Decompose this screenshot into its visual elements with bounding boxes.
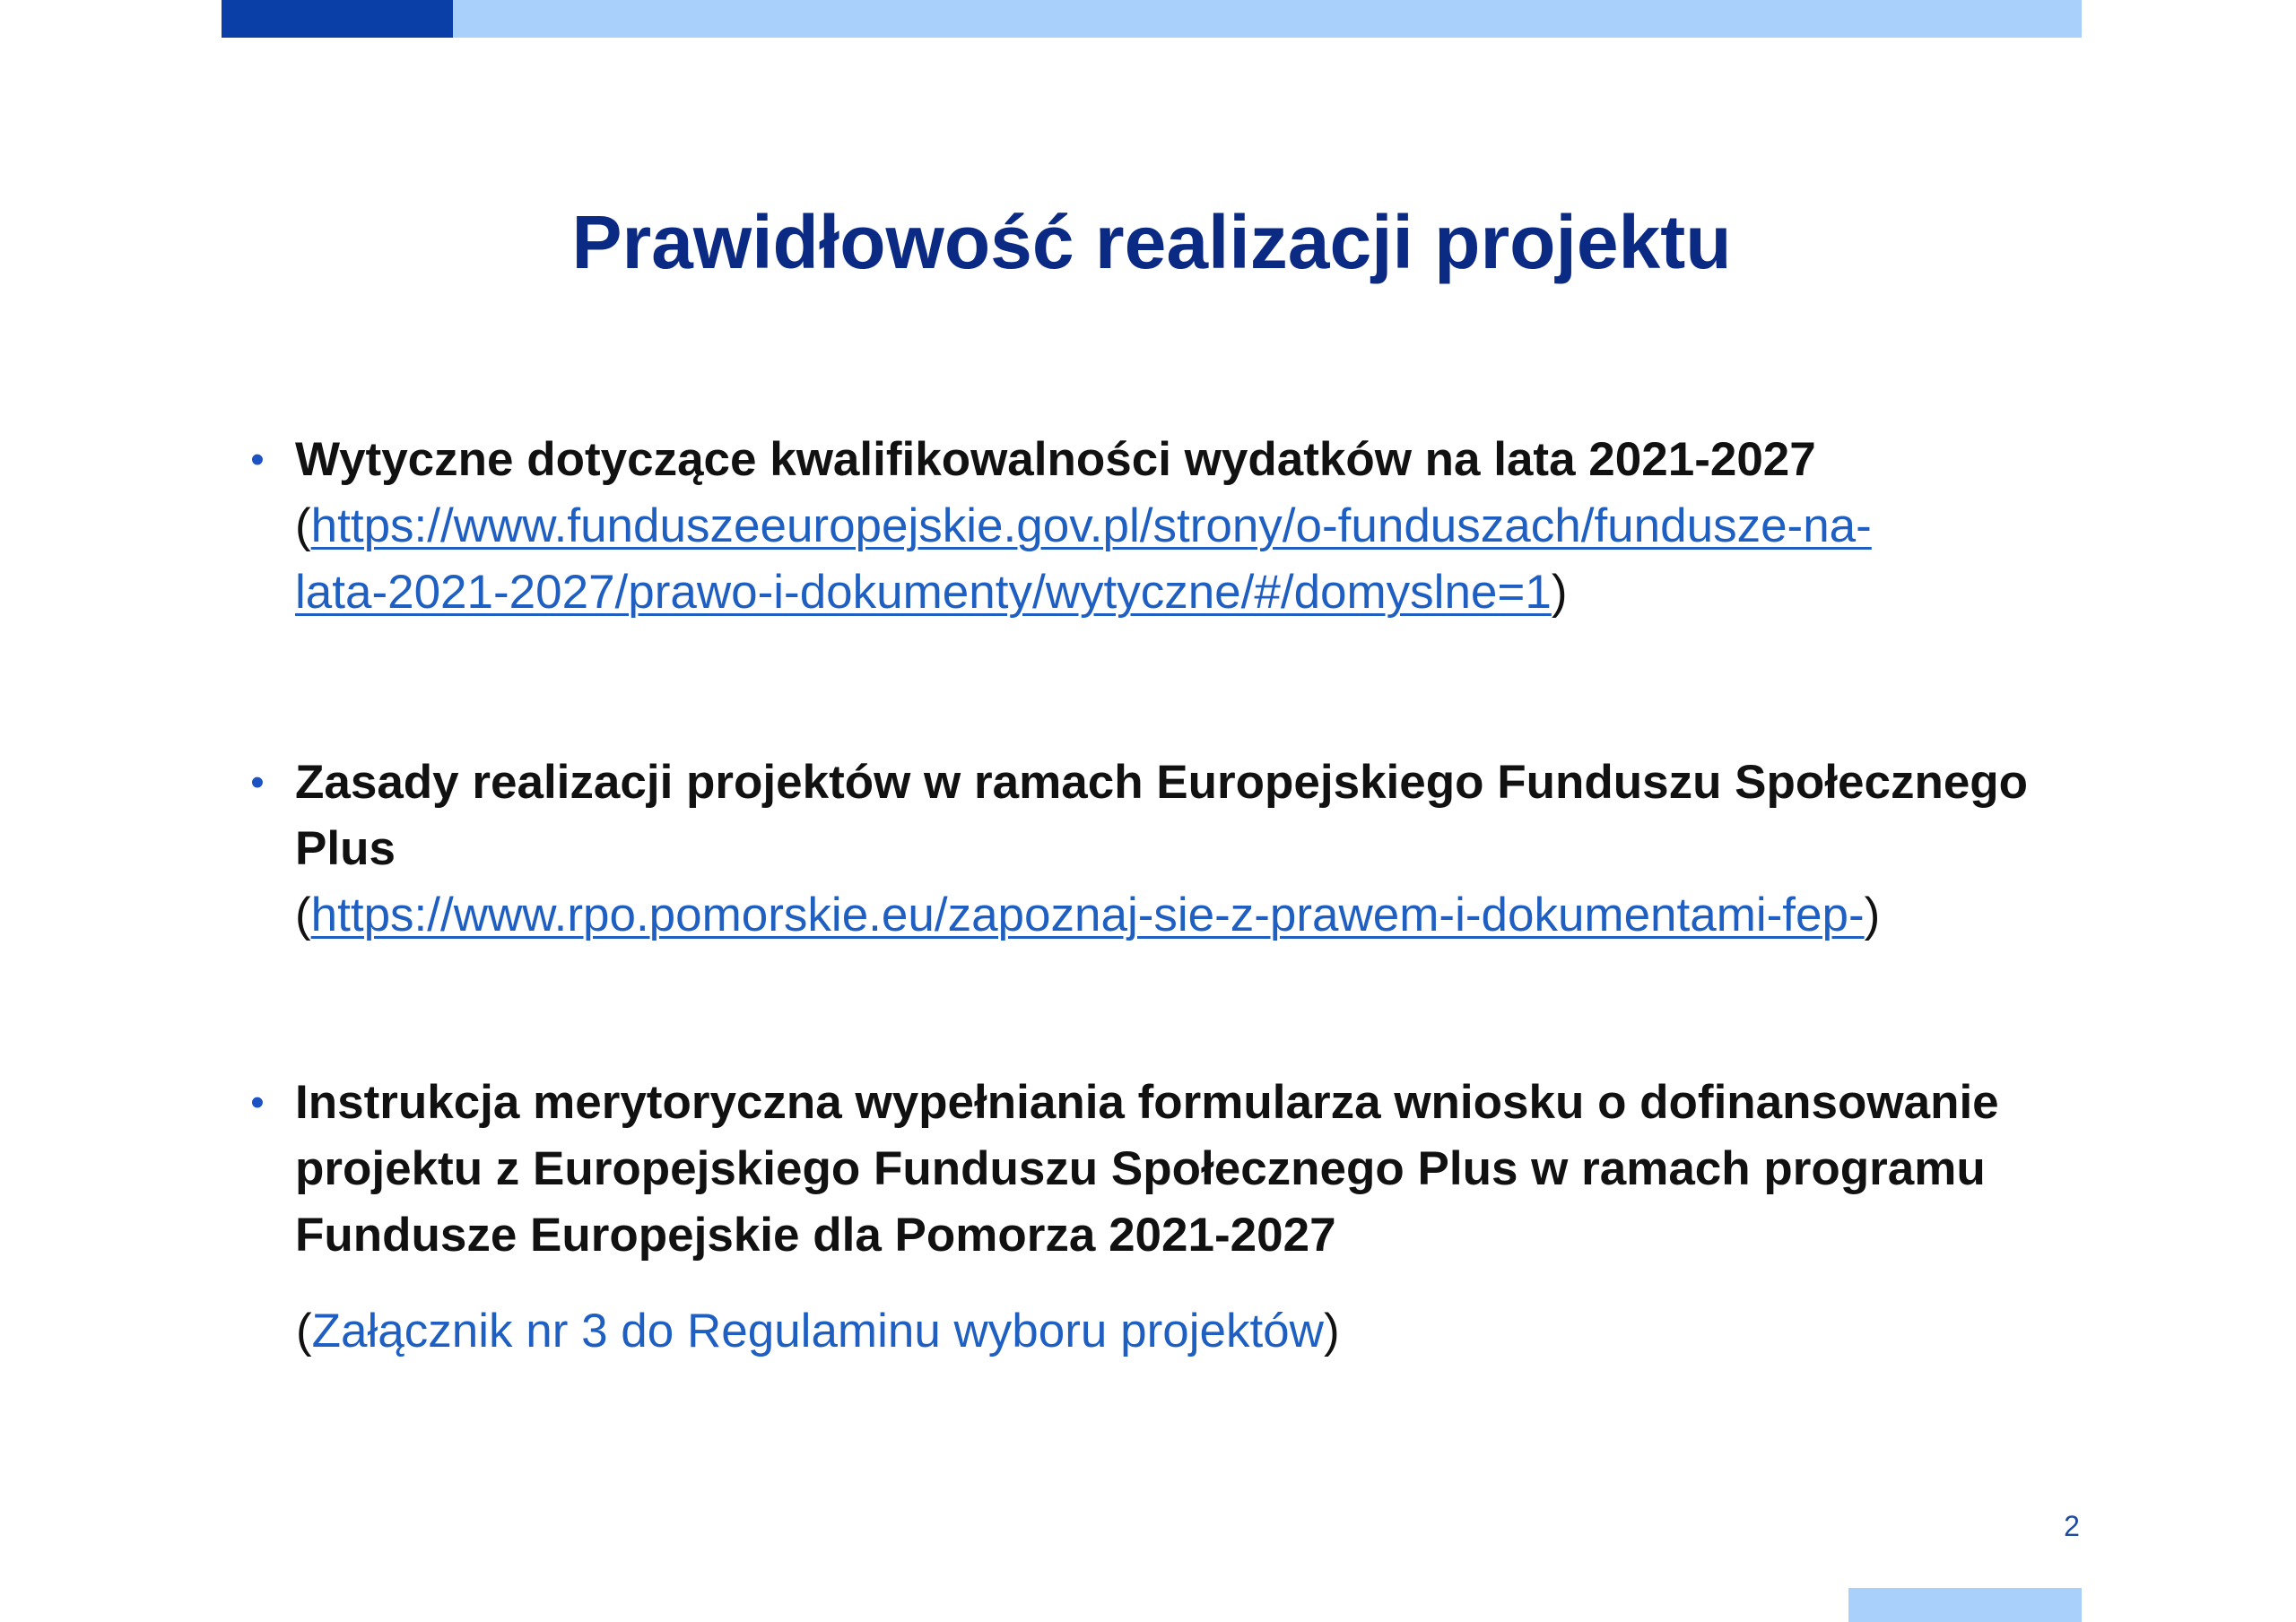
top-accent-bar-dark — [222, 0, 453, 38]
bullet-heading-cont: Fundusze Europejskie dla Pomorza 2021-2027 — [295, 1209, 1336, 1262]
bullet-link-line — [295, 882, 2089, 949]
paren-close: ) — [1551, 566, 1568, 619]
guidelines-link[interactable]: https://www.funduszeeuropejskie.gov.pl/strony/o-funduszach/fundusze-na- — [310, 499, 1872, 552]
bullet-body — [295, 427, 2089, 626]
bullet-heading: Zasady realizacji projektów w ramach Europejskiego Funduszu Społecznego — [295, 756, 2029, 809]
bullet-dot-icon: • — [250, 1080, 265, 1124]
paren-open: ( — [295, 499, 311, 552]
page-number: 2 — [2064, 1510, 2080, 1542]
bullet-dot-icon: • — [250, 760, 265, 804]
bullet-body — [295, 750, 2089, 949]
guidelines-link-cont[interactable]: lata-2021-2027/prawo-i-dokumenty/wytyczne/#/domyslne=1 — [295, 566, 1552, 619]
slide-title: Prawidłowość realizacji projektu — [571, 200, 1732, 284]
paren-open: ( — [296, 1305, 312, 1357]
rules-link[interactable]: https://www.rpo.pomorskie.eu/zapoznaj-sie-z-prawem-i-dokumentami-fep- — [310, 889, 1865, 941]
bullet-dot-icon: • — [250, 438, 265, 481]
bullet-heading: Wytyczne dotyczące kwalifikowalności wydatków na lata 2021-2027 — [295, 433, 1816, 486]
paren-close: ) — [1864, 889, 1881, 941]
paren-open: ( — [295, 889, 311, 941]
attachment-link[interactable]: Załącznik nr 3 do Regulaminu wyboru projektów — [311, 1305, 1324, 1357]
bullet-heading: Instrukcja merytoryczna wypełniania formularza wniosku o dofinansowanie — [295, 1076, 1999, 1129]
bullet-link-line — [295, 493, 2089, 559]
bullet-link-line — [295, 559, 2089, 626]
attachment-reference — [296, 1298, 1340, 1365]
bottom-accent-bar — [1848, 1588, 2082, 1622]
bullet-heading-cont: projektu z Europejskiego Funduszu Społecznego Plus w ramach programu — [295, 1142, 1986, 1195]
bullet-body — [295, 1070, 2089, 1269]
paren-close: ) — [1323, 1305, 1340, 1357]
top-accent-bar — [222, 0, 2082, 38]
bullet-heading-cont: Plus — [295, 822, 396, 875]
